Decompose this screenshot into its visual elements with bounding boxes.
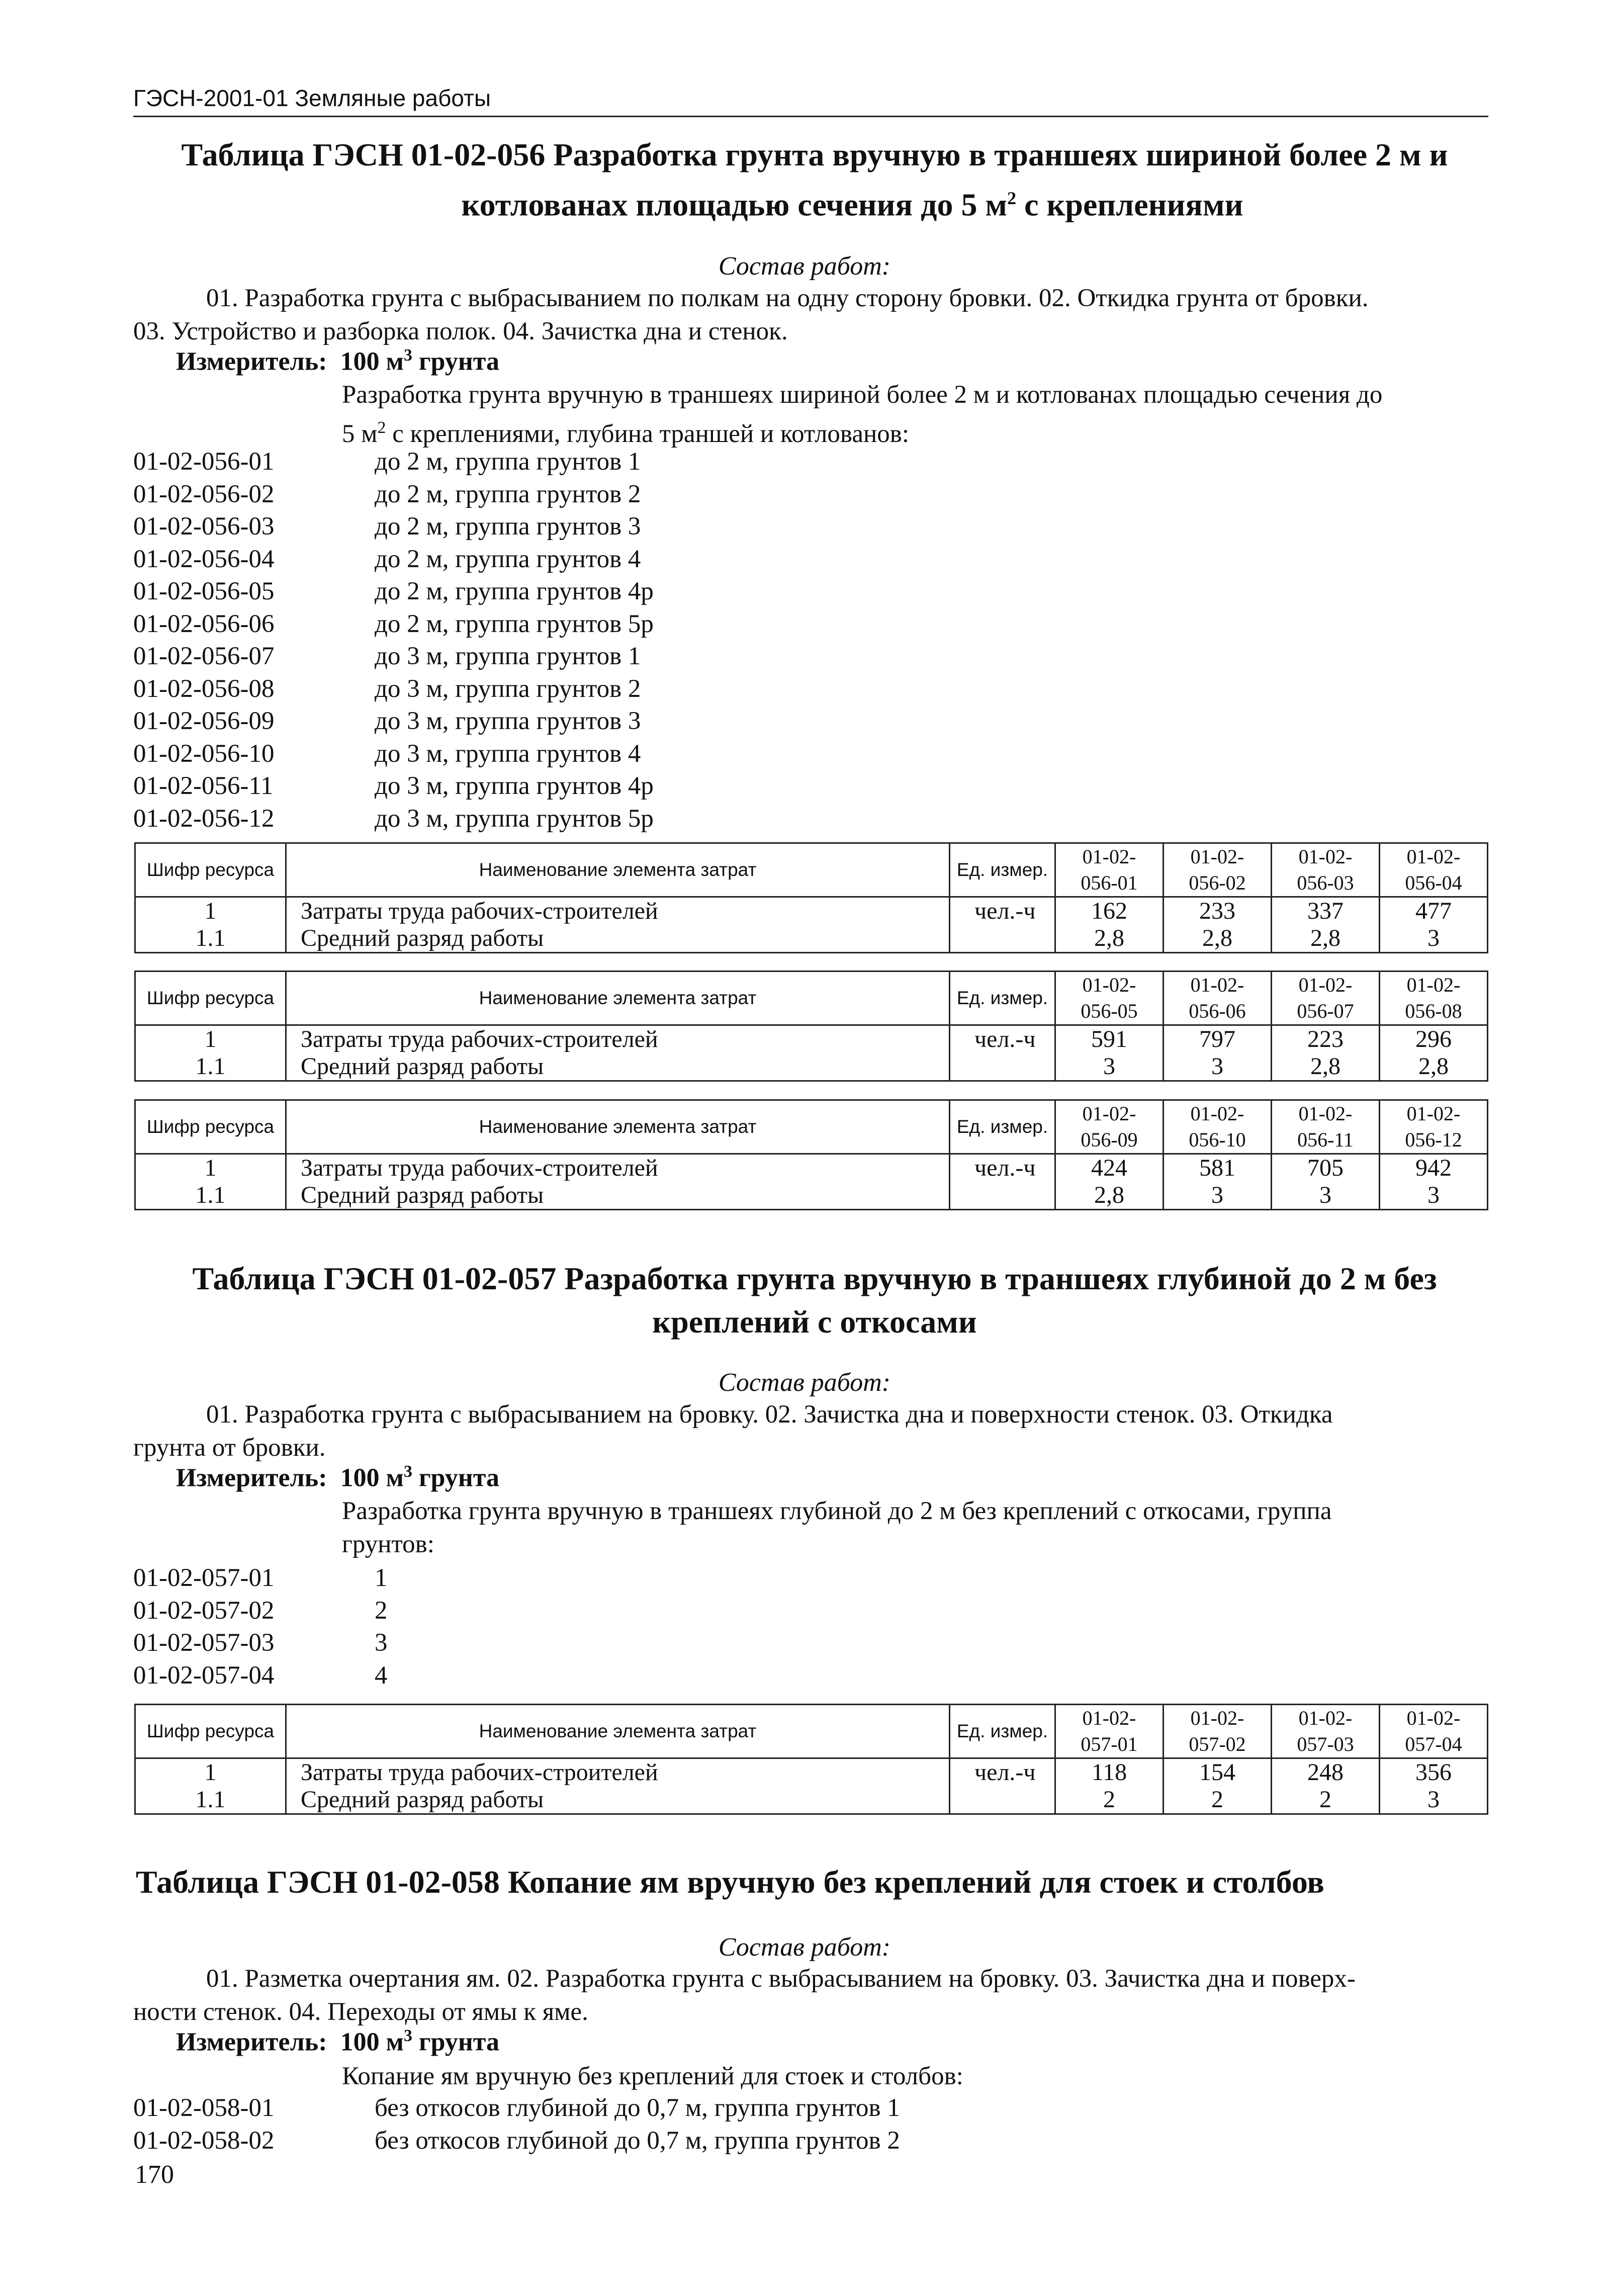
norm-code-part2: 057-01 <box>1081 1733 1138 1755</box>
norm-code-part2: 056-02 <box>1189 871 1246 894</box>
col-header-norm <box>1164 843 1272 897</box>
norm-code-part2: 056-01 <box>1081 871 1138 894</box>
item-code: 01-02-057-02 <box>133 1596 275 1625</box>
table-058-intro: Копание ям вручную без креплений для стоек и столбов: <box>342 2062 963 2090</box>
table-row <box>135 925 1488 953</box>
table-header-row <box>135 972 1488 1025</box>
table-057-title <box>136 1257 1493 1344</box>
norm-code-part2: 056-05 <box>1081 1000 1138 1022</box>
cell-unit: чел.-ч <box>950 1154 1055 1182</box>
item-code: 01-02-056-07 <box>133 642 275 670</box>
item-description: до 2 м, группа грунтов 4р <box>375 577 654 605</box>
norm-code-part1: 01-02- <box>1298 1707 1353 1729</box>
col-header-norm <box>1055 972 1164 1025</box>
cell-name: Средний разряд работы <box>286 1053 950 1081</box>
cell-value: 424 <box>1055 1154 1164 1182</box>
item-description: 3 <box>375 1629 388 1657</box>
col-header-name: Наименование элемента затрат <box>286 972 950 1025</box>
norm-code-part2: 057-02 <box>1189 1733 1246 1755</box>
norm-code-part2: 056-09 <box>1081 1128 1138 1151</box>
cell-unit: чел.-ч <box>950 897 1055 925</box>
table-057-intro-line1: Разработка грунта вручную в траншеях глубиной до 2 м без креплений с откосами, группа <box>342 1497 1332 1525</box>
item-code: 01-02-056-10 <box>133 739 275 768</box>
table-056-resources-3 <box>134 1099 1488 1210</box>
table-058-title: Таблица ГЭСН 01-02-058 Копание ям вручную без креплений для стоек и столбов <box>136 1864 1324 1900</box>
item-description: до 3 м, группа грунтов 5р <box>375 804 654 833</box>
table-056-work-line2: 03. Устройство и разборка полок. 04. Зачистка дна и стенок. <box>133 317 788 345</box>
norm-code-part1: 01-02- <box>1190 974 1244 996</box>
table-row <box>135 1182 1488 1210</box>
item-description: до 3 м, группа грунтов 2 <box>375 674 641 703</box>
item-code: 01-02-058-01 <box>133 2094 275 2122</box>
item-code: 01-02-056-12 <box>133 804 275 833</box>
cell-value: 248 <box>1272 1758 1380 1787</box>
cell-code: 1.1 <box>135 925 286 953</box>
item-code: 01-02-056-09 <box>133 707 275 735</box>
col-header-code: Шифр ресурса <box>135 1705 286 1758</box>
table-057-title-line1: Таблица ГЭСН 01-02-057 Разработка грунта вручную в траншеях глубиной до 2 м без <box>192 1261 1437 1296</box>
col-header-name: Наименование элемента затрат <box>286 1705 950 1758</box>
cell-value: 2,8 <box>1055 925 1164 953</box>
item-code: 01-02-056-05 <box>133 577 275 605</box>
norm-code-part1: 01-02- <box>1298 845 1353 868</box>
item-description: до 2 м, группа грунтов 2 <box>375 480 641 508</box>
item-description: до 2 м, группа грунтов 4 <box>375 545 641 573</box>
col-header-unit: Ед. измер. <box>950 1100 1055 1154</box>
col-header-norm <box>1055 1705 1164 1758</box>
col-header-name: Наименование элемента затрат <box>286 1100 950 1154</box>
cell-name: Затраты труда рабочих-строителей <box>286 1025 950 1053</box>
cell-value: 3 <box>1380 1786 1488 1814</box>
cell-value: 162 <box>1055 897 1164 925</box>
item-code: 01-02-057-04 <box>133 1661 275 1690</box>
norm-code-part2: 056-10 <box>1189 1128 1246 1151</box>
cell-value: 581 <box>1164 1154 1272 1182</box>
cell-name: Средний разряд работы <box>286 925 950 953</box>
table-057-intro-line2: грунтов: <box>342 1530 434 1558</box>
item-code: 01-02-056-02 <box>133 480 275 508</box>
col-header-norm <box>1380 972 1488 1025</box>
norm-code-part1: 01-02- <box>1298 1102 1353 1125</box>
table-row <box>135 1154 1488 1182</box>
table-058-work-line2: ности стенок. 04. Переходы от ямы к яме. <box>133 1998 588 2026</box>
cell-unit <box>950 1182 1055 1210</box>
norm-code-part1: 01-02- <box>1406 974 1461 996</box>
cell-value: 942 <box>1380 1154 1488 1182</box>
cell-value: 2 <box>1055 1786 1164 1814</box>
col-header-norm <box>1055 1100 1164 1154</box>
item-description: до 3 м, группа грунтов 4 <box>375 739 641 768</box>
cell-unit <box>950 1053 1055 1081</box>
table-056-work-description <box>133 282 1488 348</box>
norm-code-part1: 01-02- <box>1082 845 1136 868</box>
cell-name: Затраты труда рабочих-строителей <box>286 1154 950 1182</box>
table-058-work-line1: 01. Разметка очертания ям. 02. Разработка грунта с выбрасыванием на бровку. 03. Зачистка дна и поверх- <box>206 1965 1356 1993</box>
norm-code-part1: 01-02- <box>1406 845 1461 868</box>
table-row <box>135 1758 1488 1787</box>
page-number: 170 <box>135 2160 174 2189</box>
norm-code-part2: 057-04 <box>1405 1733 1462 1755</box>
norm-code-part1: 01-02- <box>1190 1102 1244 1125</box>
norm-code-part2: 056-12 <box>1405 1128 1462 1151</box>
cell-value: 223 <box>1272 1025 1380 1053</box>
col-header-norm <box>1272 843 1380 897</box>
table-header-row <box>135 1705 1488 1758</box>
cell-value: 118 <box>1055 1758 1164 1787</box>
cell-code: 1 <box>135 1758 286 1787</box>
table-row <box>135 1025 1488 1053</box>
cell-value: 3 <box>1055 1053 1164 1081</box>
item-description: без откосов глубиной до 0,7 м, группа грунтов 1 <box>375 2094 900 2122</box>
norm-code-part2: 056-07 <box>1297 1000 1354 1022</box>
table-058-measure: Измеритель: 100 $м^3$ грунта <box>176 2026 500 2057</box>
cell-value: 2,8 <box>1380 1053 1488 1081</box>
item-description: до 2 м, группа грунтов 1 <box>375 448 641 476</box>
col-header-norm <box>1380 1705 1488 1758</box>
col-header-norm <box>1272 972 1380 1025</box>
table-056-intro-line2: 5 $м^2$ с креплениями, глубина траншей и котлованов: <box>342 418 910 448</box>
col-header-code: Шифр ресурса <box>135 843 286 897</box>
table-row <box>135 897 1488 925</box>
cell-value: 233 <box>1164 897 1272 925</box>
cell-unit: чел.-ч <box>950 1025 1055 1053</box>
cell-value: 2,8 <box>1055 1182 1164 1210</box>
cell-code: 1 <box>135 1025 286 1053</box>
table-056-measure: Измеритель: 100 $м^3$ грунта <box>176 346 500 376</box>
col-header-code: Шифр ресурса <box>135 1100 286 1154</box>
cell-value: 2 <box>1164 1786 1272 1814</box>
table-057-work-line1: 01. Разработка грунта с выбрасыванием на бровку. 02. Зачистка дна и поверхности стенок. 03. Откидка <box>206 1400 1333 1429</box>
norm-code-part2: 056-08 <box>1405 1000 1462 1022</box>
item-code: 01-02-056-08 <box>133 674 275 703</box>
col-header-unit: Ед. измер. <box>950 1705 1055 1758</box>
item-code: 01-02-056-11 <box>133 772 274 800</box>
table-057-work-composition-heading: Состав работ: <box>718 1368 891 1397</box>
item-code: 01-02-057-01 <box>133 1564 275 1592</box>
col-header-norm <box>1164 1100 1272 1154</box>
table-057-resources <box>134 1704 1488 1815</box>
cell-value: 2,8 <box>1164 925 1272 953</box>
table-057-work-description <box>133 1398 1488 1464</box>
norm-code-part2: 056-11 <box>1297 1128 1354 1151</box>
item-description: 2 <box>375 1596 388 1625</box>
col-header-norm <box>1272 1100 1380 1154</box>
cell-value: 2,8 <box>1272 925 1380 953</box>
cell-value: 705 <box>1272 1154 1380 1182</box>
table-057-measure: Измеритель: 100 $м^3$ грунта <box>176 1462 500 1492</box>
col-header-norm <box>1164 972 1272 1025</box>
table-056-work-line1: 01. Разработка грунта с выбрасыванием по полкам на одну сторону бровки. 02. Откидка грунта от бровки. <box>206 284 1369 312</box>
table-row <box>135 1053 1488 1081</box>
table-row <box>135 1786 1488 1814</box>
col-header-norm <box>1380 843 1488 897</box>
norm-code-part1: 01-02- <box>1190 1707 1244 1729</box>
cell-value: 154 <box>1164 1758 1272 1787</box>
item-description: до 3 м, группа грунтов 4р <box>375 772 654 800</box>
item-description: до 2 м, группа грунтов 5р <box>375 609 654 638</box>
cell-value: 3 <box>1380 1182 1488 1210</box>
table-056-work-composition-heading: Состав работ: <box>718 252 891 281</box>
cell-value: 3 <box>1164 1182 1272 1210</box>
cell-code: 1 <box>135 1154 286 1182</box>
cell-name: Средний разряд работы <box>286 1786 950 1814</box>
norm-code-part1: 01-02- <box>1082 1102 1136 1125</box>
item-code: 01-02-057-03 <box>133 1629 275 1657</box>
table-058-work-composition-heading: Состав работ: <box>718 1933 891 1962</box>
table-057-intro <box>342 1494 1488 1561</box>
cell-unit <box>950 925 1055 953</box>
table-056-intro <box>342 378 1488 451</box>
table-056-title-line1: Таблица ГЭСН 01-02-056 Разработка грунта вручную в траншеях шириной более 2 м и <box>181 137 1448 172</box>
cell-name: Средний разряд работы <box>286 1182 950 1210</box>
norm-code-part1: 01-02- <box>1298 974 1353 996</box>
item-code: 01-02-056-01 <box>133 448 275 476</box>
item-description: до 2 м, группа грунтов 3 <box>375 512 641 541</box>
table-057-title-line2: креплений с откосами <box>652 1304 977 1340</box>
cell-value: 797 <box>1164 1025 1272 1053</box>
norm-code-part2: 056-06 <box>1189 1000 1246 1022</box>
cell-value: 3 <box>1380 925 1488 953</box>
norm-code-part1: 01-02- <box>1082 1707 1136 1729</box>
norm-code-part1: 01-02- <box>1190 845 1244 868</box>
item-description: без откосов глубиной до 0,7 м, группа грунтов 2 <box>375 2126 900 2155</box>
cell-code: 1.1 <box>135 1786 286 1814</box>
item-description: 1 <box>375 1564 388 1592</box>
table-058-work-description <box>133 1962 1488 2028</box>
norm-code-part1: 01-02- <box>1406 1707 1461 1729</box>
cell-value: 3 <box>1164 1053 1272 1081</box>
col-header-unit: Ед. измер. <box>950 843 1055 897</box>
cell-name: Затраты труда рабочих-строителей <box>286 1758 950 1787</box>
table-header-row <box>135 1100 1488 1154</box>
col-header-norm <box>1055 843 1164 897</box>
table-056-title <box>136 133 1493 226</box>
cell-value: 356 <box>1380 1758 1488 1787</box>
table-056-resources-1 <box>134 842 1488 953</box>
table-056-title-line2: котлованах площадью сечения до 5 $м^2$ с креплениями <box>461 187 1243 223</box>
norm-code-part1: 01-02- <box>1406 1102 1461 1125</box>
cell-unit: чел.-ч <box>950 1758 1055 1787</box>
col-header-name: Наименование элемента затрат <box>286 843 950 897</box>
table-header-row <box>135 843 1488 897</box>
cell-name: Затраты труда рабочих-строителей <box>286 897 950 925</box>
running-header-text: ГЭСН-2001-01 Земляные работы <box>133 85 491 111</box>
norm-code-part2: 056-03 <box>1297 871 1354 894</box>
col-header-norm <box>1272 1705 1380 1758</box>
item-description: 4 <box>375 1661 388 1690</box>
table-057-work-line2: грунта от бровки. <box>133 1434 326 1462</box>
cell-value: 2,8 <box>1272 1053 1380 1081</box>
item-code: 01-02-058-02 <box>133 2126 275 2155</box>
cell-value: 591 <box>1055 1025 1164 1053</box>
norm-code-part2: 056-04 <box>1405 871 1462 894</box>
norm-code-part2: 057-03 <box>1297 1733 1354 1755</box>
cell-value: 2 <box>1272 1786 1380 1814</box>
item-code: 01-02-056-03 <box>133 512 275 541</box>
cell-code: 1.1 <box>135 1182 286 1210</box>
item-code: 01-02-056-04 <box>133 545 275 573</box>
cell-value: 296 <box>1380 1025 1488 1053</box>
col-header-norm <box>1164 1705 1272 1758</box>
col-header-code: Шифр ресурса <box>135 972 286 1025</box>
item-description: до 3 м, группа грунтов 1 <box>375 642 641 670</box>
col-header-norm <box>1380 1100 1488 1154</box>
col-header-unit: Ед. измер. <box>950 972 1055 1025</box>
item-description: до 3 м, группа грунтов 3 <box>375 707 641 735</box>
item-code: 01-02-056-06 <box>133 609 275 638</box>
cell-value: 3 <box>1272 1182 1380 1210</box>
norm-code-part1: 01-02- <box>1082 974 1136 996</box>
table-056-intro-line1: Разработка грунта вручную в траншеях шириной более 2 м и котлованах площадью сечения до <box>342 381 1383 409</box>
running-header <box>133 80 1488 117</box>
table-056-resources-2 <box>134 970 1488 1082</box>
cell-code: 1 <box>135 897 286 925</box>
cell-code: 1.1 <box>135 1053 286 1081</box>
cell-unit <box>950 1786 1055 1814</box>
cell-value: 337 <box>1272 897 1380 925</box>
cell-value: 477 <box>1380 897 1488 925</box>
